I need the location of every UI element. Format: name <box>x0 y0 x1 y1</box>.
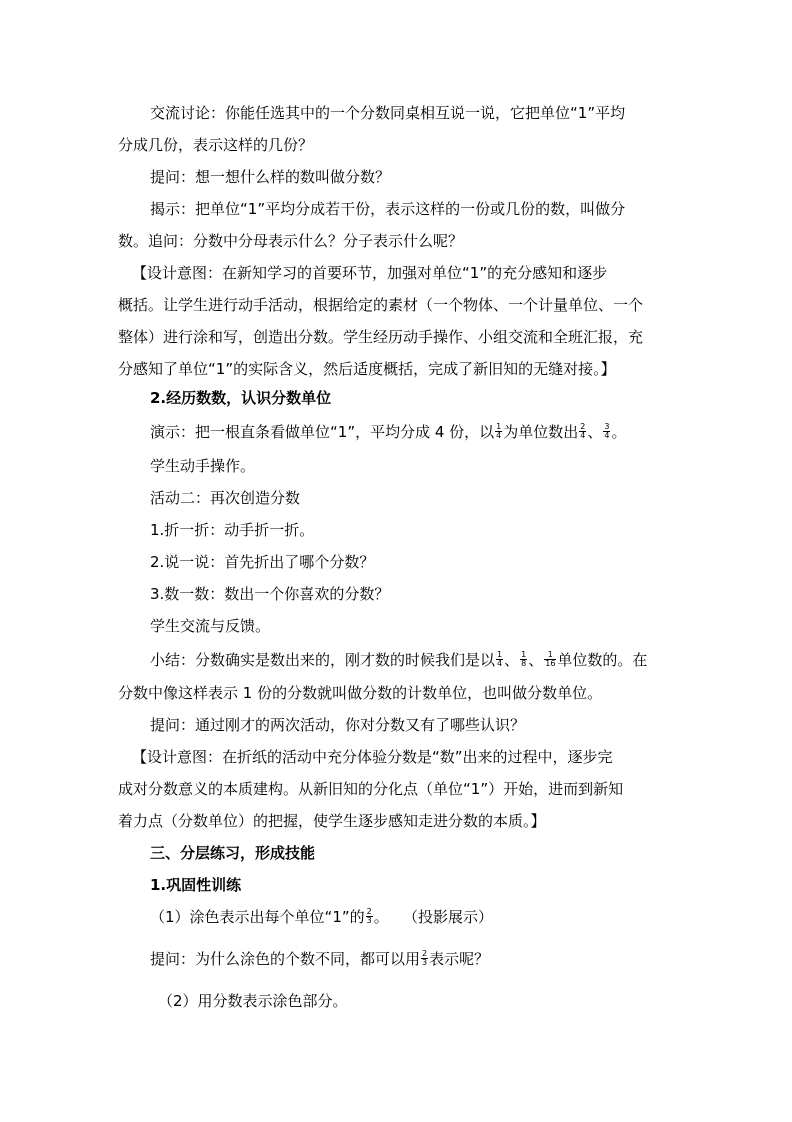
paragraph-discussion-line-2: 分成几份，表示这样的几份？ <box>118 136 314 154</box>
student-hands-on: 学生动手操作。 <box>150 457 256 475</box>
fraction-one-sixteenth: $\frac{1}{16}$ <box>545 650 556 668</box>
demo-line: 演示：把一根直条看做单位“1”，平均分成 4 份，以 $\frac{1}{4}$ 为单位数出 $\frac{2}{4}$ 、 $\frac{3}{4}$ 。 <box>150 422 627 441</box>
section-heading-count-fractions: 2.经历数数，认识分数单位 <box>150 389 332 407</box>
demo-text-pre: 演示：把一根直条看做单位“1”，平均分成 4 份，以 <box>150 423 495 441</box>
step-say: 2.说一说：首先折出了哪个分数？ <box>150 553 375 571</box>
question-new-understanding: 提问：通过刚才的两次活动，你对分数又有了哪些认识？ <box>150 716 526 734</box>
paragraph-discussion-line-1: 交流讨论：你能任选其中的一个分数同桌相互说一说，它把单位“1”平均 <box>150 104 626 122</box>
design-intent-2-line-2: 成对分数意义的本质建构。从新旧知的分化点（单位“1”）开始，进而到新知 <box>118 780 624 798</box>
fraction-two-thirds-b: $\frac{2}{3}$ <box>422 949 428 967</box>
design-intent-2-line-1: 【设计意图：在折纸的活动中充分体验分数是“数”出来的过程中，逐步完 <box>132 748 613 766</box>
fraction-three-quarters: $\frac{3}{4}$ <box>604 422 610 440</box>
exercise-2-line: （2）用分数表示涂色部分。 <box>158 992 348 1010</box>
paragraph-reveal-line-1: 揭示：把单位“1”平均分成若干份，表示这样的一份或几份的数，叫做分 <box>150 200 626 218</box>
question-what-is-fraction: 提问：想一想什么样的数叫做分数？ <box>150 168 391 186</box>
subsection-heading-consolidation: 1.巩固性训练 <box>150 876 242 894</box>
summary-line-2: 分数中像这样表示 1 份的分数就叫做分数的计数单位，也叫做分数单位。 <box>118 684 603 702</box>
fraction-two-thirds: $\frac{2}{3}$ <box>366 907 372 925</box>
summary-line-1: 小结：分数确实是数出来的，刚才数的时候我们是以 $\frac{1}{4}$ 、 $\frac{1}{8}$ 、 $\frac{1}{16}$ 单位数的。在 <box>150 650 648 669</box>
step-count: 3.数一数：数出一个你喜欢的分数？ <box>150 585 390 603</box>
summary-text-pre: 小结：分数确实是数出来的，刚才数的时候我们是以 <box>150 651 496 669</box>
section-heading-practice: 三、分层练习，形成技能 <box>150 844 316 862</box>
paragraph-reveal-line-2: 数。追问：分数中分母表示什么？分子表示什么呢？ <box>118 232 464 250</box>
question-why-text-post: 表示呢？ <box>429 950 490 968</box>
fraction-two-quarters: $\frac{2}{4}$ <box>580 422 586 440</box>
design-intent-2-line-3: 着力点（分数单位）的把握，使学生逐步感知走进分数的本质。】 <box>118 812 546 830</box>
demo-text-mid: 为单位数出 <box>503 423 579 441</box>
exercise-1-text-pre: （1）涂色表示出每个单位“1”的 <box>150 908 365 926</box>
student-feedback: 学生交流与反馈。 <box>150 617 271 635</box>
activity-two-title: 活动二：再次创造分数 <box>150 489 301 507</box>
design-intent-1-line-2: 概括。让学生进行动手活动，根据给定的素材（一个物体、一个计量单位、一个 <box>118 296 644 314</box>
step-fold: 1.折一折：动手折一折。 <box>150 521 315 539</box>
fraction-one-quarter: $\frac{1}{4}$ <box>496 422 502 440</box>
design-intent-1-line-4: 分感知了单位“1”的实际含义，然后适度概括，完成了新旧知的无缝对接。】 <box>118 360 616 378</box>
exercise-1-text-post: 。 （投影展示） <box>373 908 494 926</box>
exercise-1-line <box>150 907 493 927</box>
design-intent-1-line-3: 整体）进行涂和写，创造出分数。学生经历动手操作、小组交流和全班汇报，充 <box>118 328 644 346</box>
fraction-one-quarter-b: $\frac{1}{4}$ <box>497 650 503 668</box>
fraction-one-eighth: $\frac{1}{8}$ <box>521 650 527 668</box>
question-why-text-pre: 提问：为什么涂色的个数不同，都可以用 <box>150 950 421 968</box>
question-why-two-thirds <box>150 949 489 969</box>
summary-text-post: 单位数的。在 <box>557 651 648 669</box>
design-intent-1-line-1: 【设计意图：在新知学习的首要环节，加强对单位“1”的充分感知和逐步 <box>132 264 608 282</box>
